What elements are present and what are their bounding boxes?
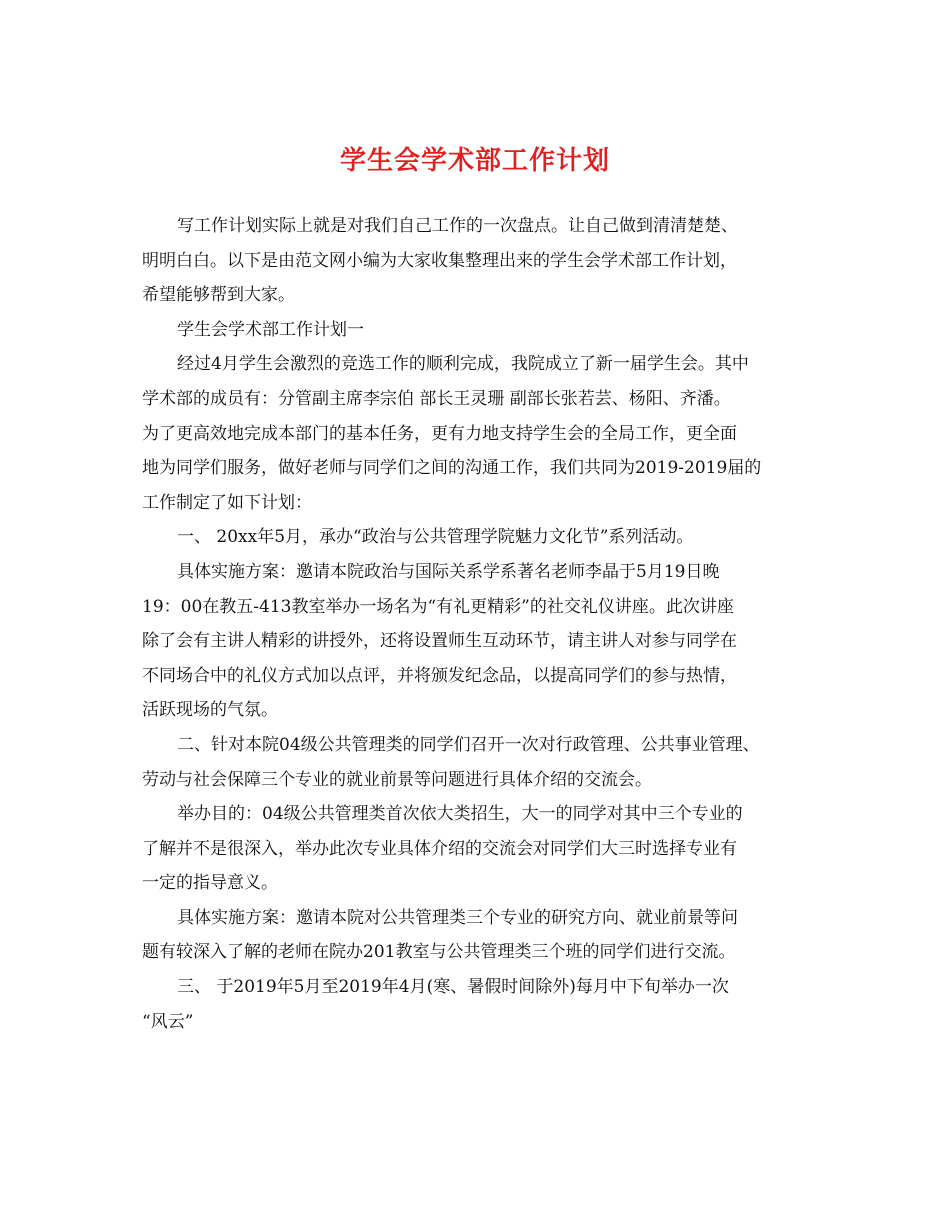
document-title: 学生会学术部工作计划 xyxy=(339,146,610,176)
text-line: “风云” xyxy=(142,1011,194,1032)
text-line: 工作制定了如下计划： xyxy=(142,492,312,513)
text-line: 一、 20xx年5月，承办“政治与公共管理学院魅力文化节”系列活动。 xyxy=(177,527,694,548)
text-line: 明明白白。以下是由范文网小编为大家收集整理出来的学生会学术部工作计划， xyxy=(142,250,737,271)
text-line: 劳动与社会保障三个专业的就业前景等问题进行具体介绍的交流会。 xyxy=(142,769,652,790)
text-line: 了解并不是很深入，举办此次专业具体介绍的交流会对同学们大三时选择专业有 xyxy=(142,838,737,859)
text-line: 一定的指导意义。 xyxy=(142,873,278,894)
text-line: 希望能够帮到大家。 xyxy=(142,285,295,306)
text-line: 写工作计划实际上就是对我们自己工作的一次盘点。让自己做到清清楚楚、 xyxy=(177,216,738,236)
text-line: 题有较深入了解的老师在院办201教室与公共管理类三个班的同学们进行交流。 xyxy=(142,942,736,963)
text-line: 不同场合中的礼仪方式加以点评，并将颁发纪念品，以提高同学们的参与热情， xyxy=(142,665,737,686)
text-line: 活跃现场的气氛。 xyxy=(142,700,278,721)
text-line: 除了会有主讲人精彩的讲授外，还将设置师生互动环节，请主讲人对参与同学在 xyxy=(142,631,737,652)
text-line: 三、 于2019年5月至2019年4月(寒、暑假时间除外)每月中下旬举办一次 xyxy=(177,977,729,998)
text-line: 地为同学们服务，做好老师与同学们之间的沟通工作，我们共同为2019-2019届的 xyxy=(142,458,762,479)
text-line: 19：00在教五-413教室举办一场名为“有礼更精彩”的社交礼仪讲座。此次讲座 xyxy=(142,596,734,617)
text-line: 举办目的：04级公共管理类首次依大类招生，大一的同学对其中三个专业的 xyxy=(177,804,743,825)
text-line: 具体实施方案：邀请本院政治与国际关系学系著名老师李晶于5月19日晚 xyxy=(177,561,720,582)
text-line: 学生会学术部工作计划一 xyxy=(177,319,364,340)
document-body xyxy=(142,209,812,1039)
text-line: 学术部的成员有：分管副主席李宗伯 部长王灵珊 副部长张若芸、杨阳、齐潘。 xyxy=(142,388,731,409)
text-line: 为了更高效地完成本部门的基本任务，更有力地支持学生会的全局工作，更全面 xyxy=(142,423,737,444)
text-line: 经过4月学生会激烈的竞选工作的顺利完成，我院成立了新一届学生会。其中 xyxy=(177,354,749,375)
text-line: 具体实施方案：邀请本院对公共管理类三个专业的研究方向、就业前景等问 xyxy=(177,907,738,928)
text-line: 二、针对本院04级公共管理类的同学们召开一次对行政管理、公共事业管理、 xyxy=(177,734,760,755)
